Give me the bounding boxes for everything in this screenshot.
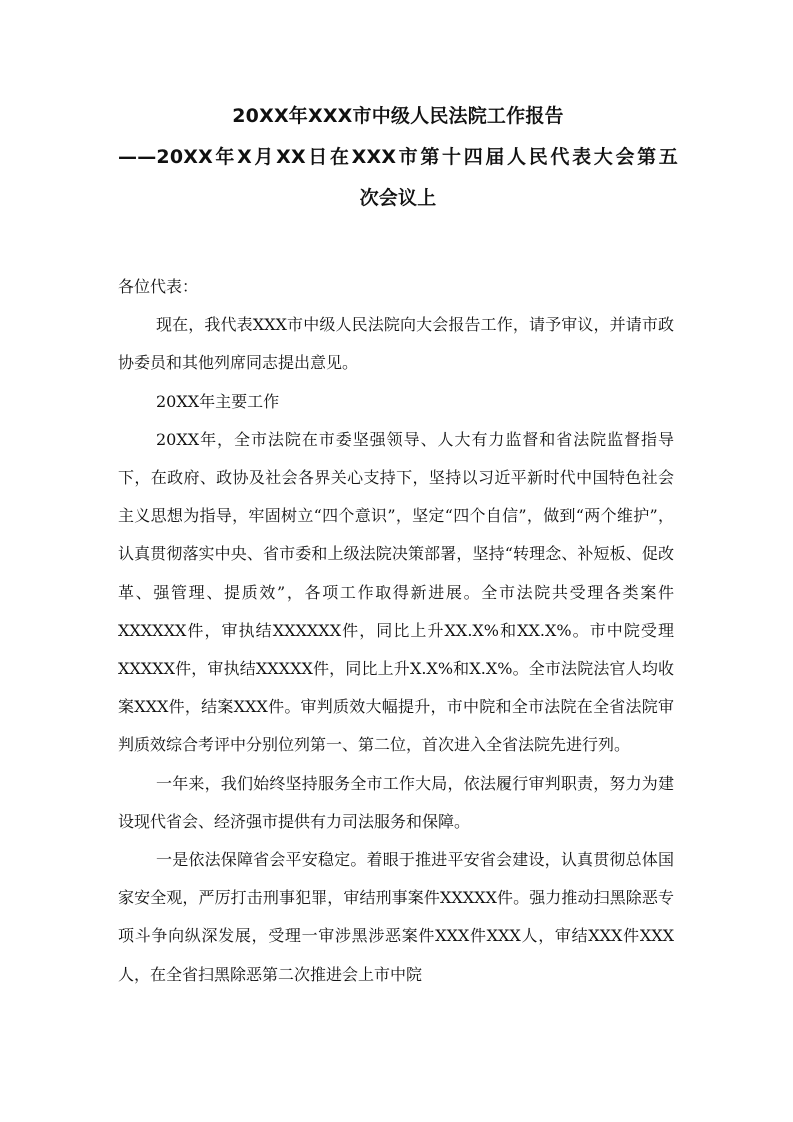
section-heading: 20XX年主要工作: [156, 391, 280, 411]
paragraph-intro: 现在，我代表XXX市中级人民法院向大会报告工作，请予审议，并请市政协委员和其他列席同志提出意见。: [118, 315, 674, 373]
report-title-block: [118, 96, 678, 219]
report-title: 20XX年XXX市中级人民法院工作报告: [232, 105, 564, 127]
salutation: 各位代表：: [118, 277, 199, 296]
report-body: [118, 268, 674, 994]
report-subtitle-line-1: ——20XX年X月XX日在XXX市第十四届人民代表大会第五: [118, 146, 678, 168]
paragraph-safety: 一是依法保障省会平安稳定。着眼于推进平安省会建设，认真贯彻总体国家安全观，严厉打击刑事犯罪，审结刑事案件XXXXX件。强力推动扫黑除恶专项斗争向纵深发展，受理一审涉黑涉恶案件XXX件XXX人，审结XXX件XXX人，在全省扫黑除恶第二次推进会上市中院: [118, 850, 674, 984]
paragraph-overview: 一年来，我们始终坚持服务全市工作大局，依法履行审判职责，努力为建设现代省会、经济强市提供有力司法服务和保障。: [118, 773, 674, 831]
paragraph-summary: 20XX年，全市法院在市委坚强领导、人大有力监督和省法院监督指导下，在政府、政协及社会各界关心支持下，坚持以习近平新时代中国特色社会主义思想为指导，牢固树立“四个意识”，坚定“四个自信”，做到“两个维护”，认真贯彻落实中央、省市委和上级法院决策部署，坚持“转理念、补短板、促改革、强管理、提质效”，各项工作取得新进展。全市法院共受理各类案件XXXXXX件，审执结XXXXXX件，同比上升XX.X%和XX.X%。市中院受理XXXXX件，审执结XXXXX件，同比上升X.X%和X.X%。全市法院法官人均收案XXX件，结案XXX件。审判质效大幅提升，市中院和全市法院在全省法院审判质效综合考评中分别位列第一、第二位，首次进入全省法院先进行列。: [118, 429, 674, 755]
report-subtitle-line-2: 次会议上: [359, 187, 437, 209]
